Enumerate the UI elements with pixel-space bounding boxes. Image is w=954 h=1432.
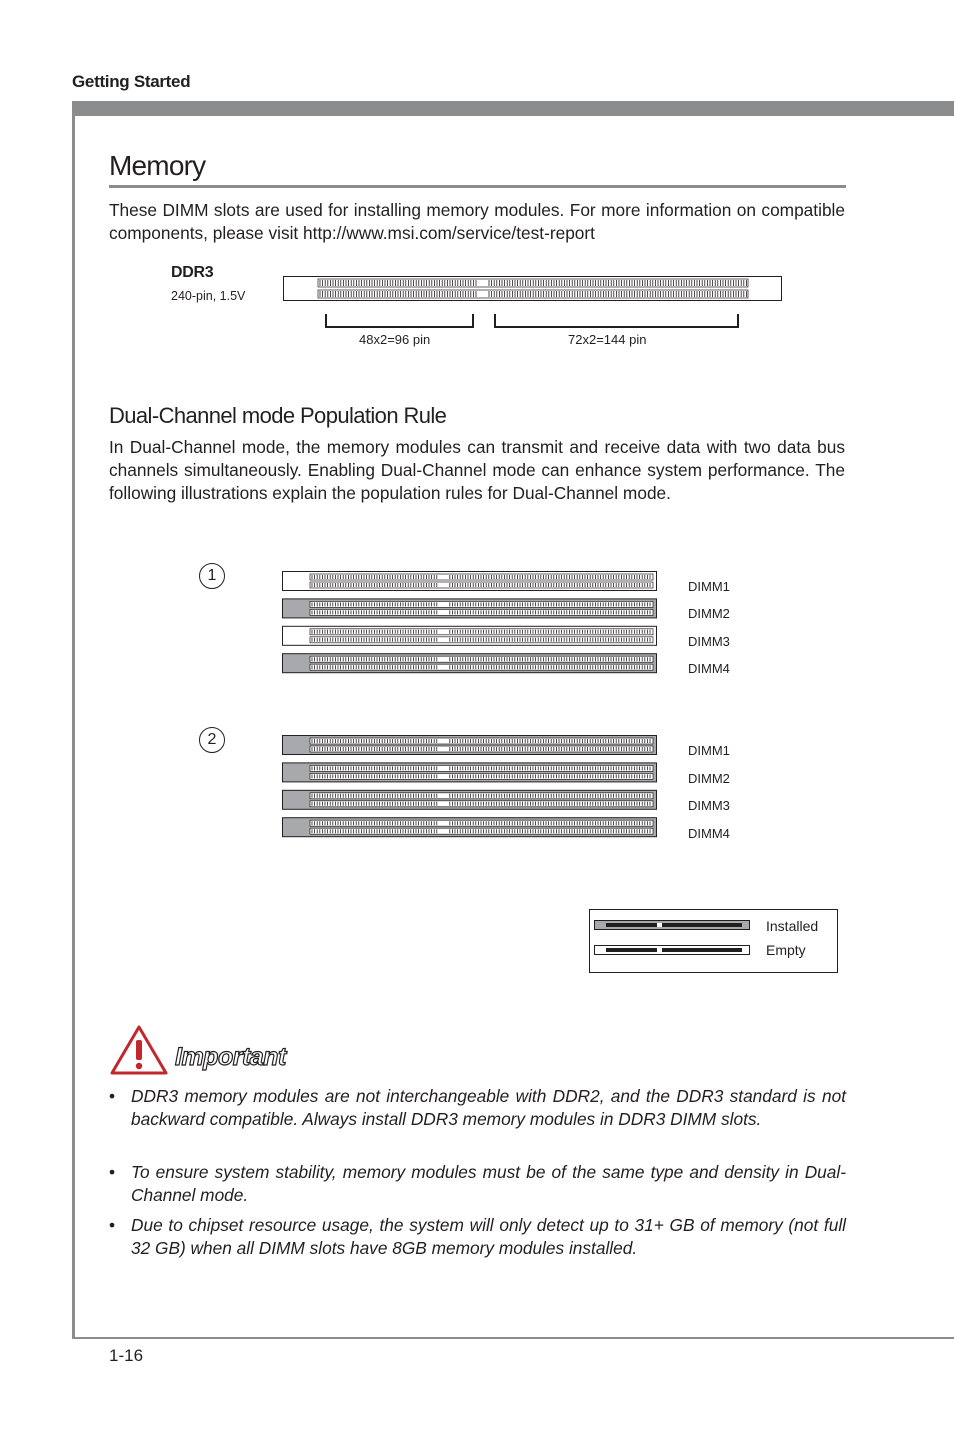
pin-count-left: 48x2=96 pin: [359, 332, 431, 347]
intro-paragraph: These DIMM slots are used for installing memory modules. For more information on compatible components, please visit http://www.msi.com/service/test-report: [109, 200, 845, 243]
config-2-dimm2-slot: [283, 763, 657, 782]
bullet-dot: •: [109, 1086, 116, 1106]
config-2-dimm2-label: DIMM2: [688, 771, 730, 786]
bullet-dot: •: [109, 1215, 116, 1235]
pin-count-right: 72x2=144 pin: [568, 332, 647, 347]
page-title: Memory: [109, 150, 206, 181]
config-1-dimm3-slot: [283, 626, 657, 645]
config-2-dimm3-label: DIMM3: [688, 798, 730, 813]
ddr3-label: DDR3: [171, 264, 214, 281]
legend-empty-swatch: [595, 946, 750, 955]
bullet-text: To ensure system stability, memory modules must be of the same type and density in Dual-Channel mode.: [131, 1162, 846, 1205]
dual-channel-paragraph: In Dual-Channel mode, the memory modules can transmit and receive data with two data bus channels simultaneously. Enabling Dual-Channel mode can enhance system performance. The following illustrations explain the population rules for Dual-Channel mode.: [109, 437, 845, 503]
config-2-dimm4-label: DIMM4: [688, 826, 730, 841]
important-heading: Important: [175, 1043, 286, 1071]
important-bullet-2: [109, 1161, 846, 1207]
section-header: Getting Started: [72, 72, 191, 91]
config-1-dimm2-label: DIMM2: [688, 606, 730, 621]
config-1-dimm2-slot: [283, 599, 657, 618]
config-1-dimm3-label: DIMM3: [688, 634, 730, 649]
config-1-dimm4-slot: [283, 654, 657, 673]
config-2-number: 2: [199, 727, 225, 753]
bullet-text: DDR3 memory modules are not interchangeable with DDR2, and the DDR3 standard is not backward compatible. Always install DDR3 memory modules in DDR3 DIMM slots.: [131, 1086, 846, 1129]
ddr3-spec: 240-pin, 1.5V: [171, 289, 246, 303]
legend-swatches: [594, 918, 754, 958]
important-bullet-3: [109, 1214, 846, 1260]
legend-installed-label: Installed: [766, 918, 819, 934]
warning-icon: [109, 1024, 169, 1076]
config-1-dimm1-slot: [283, 572, 657, 591]
config-2-dimm3-slot: [283, 790, 657, 809]
config-2-dimm4-slot: [283, 818, 657, 837]
config-1-dimm1-label: DIMM1: [688, 579, 730, 594]
config-2-dimm1-label: DIMM1: [688, 743, 730, 758]
footer-rule: [72, 1337, 954, 1339]
legend-empty-label: Empty: [766, 942, 806, 958]
page-number: 1-16: [109, 1346, 144, 1365]
bullet-text: Due to chipset resource usage, the system will only detect up to 31+ GB of memory (not full 32 GB) when all DIMM slots have 8GB memory modules installed.: [131, 1215, 846, 1258]
legend-installed-swatch: [595, 921, 750, 930]
config-1-dimm4-label: DIMM4: [688, 661, 730, 676]
dual-channel-title: Dual-Channel mode Population Rule: [109, 403, 447, 428]
important-bullet-1: [109, 1085, 846, 1131]
config-1-number: 1: [199, 563, 225, 589]
config-2-dimm1-slot: [283, 736, 657, 755]
bullet-dot: •: [109, 1162, 116, 1182]
